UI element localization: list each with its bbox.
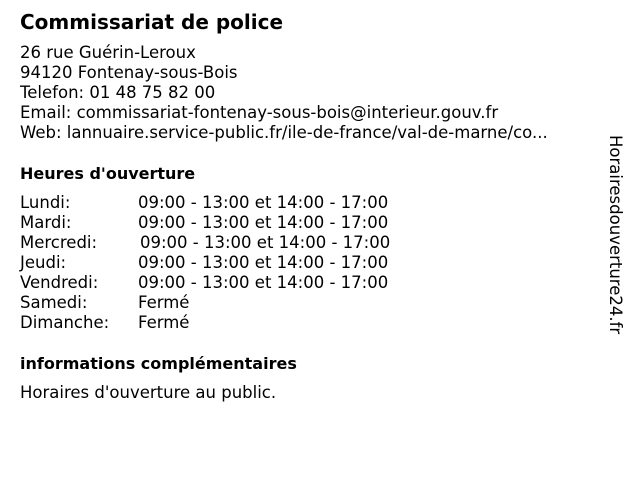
info-text: Horaires d'ouverture au public. bbox=[20, 383, 277, 402]
street-address: 26 rue Guérin-Leroux bbox=[20, 43, 196, 62]
hours-row bbox=[20, 193, 390, 213]
day-label: Mardi: bbox=[20, 213, 72, 232]
address-block bbox=[20, 43, 548, 143]
hours-row bbox=[20, 273, 390, 293]
day-label: Mercredi: bbox=[20, 233, 98, 252]
time-value: 09:00 - 13:00 et 14:00 - 17:00 bbox=[138, 193, 389, 212]
time-value: 09:00 - 13:00 et 14:00 - 17:00 bbox=[138, 273, 389, 292]
hours-row bbox=[20, 233, 390, 253]
time-value: Fermé bbox=[138, 313, 190, 332]
site-watermark: Horairesdouverture24.fr bbox=[606, 135, 625, 335]
page-title: Commissariat de police bbox=[20, 10, 284, 34]
day-label: Jeudi: bbox=[20, 253, 67, 272]
hours-heading: Heures d'ouverture bbox=[20, 164, 196, 183]
opening-hours-table bbox=[20, 193, 390, 333]
info-heading: informations complémentaires bbox=[20, 354, 297, 373]
hours-row bbox=[20, 253, 390, 273]
city-address: 94120 Fontenay-sous-Bois bbox=[20, 63, 238, 82]
time-value: 09:00 - 13:00 et 14:00 - 17:00 bbox=[138, 253, 389, 272]
time-value: Fermé bbox=[138, 293, 190, 312]
day-label: Samedi: bbox=[20, 293, 88, 312]
time-value: 09:00 - 13:00 et 14:00 - 17:00 bbox=[140, 233, 391, 252]
website-link[interactable]: Web: lannuaire.service-public.fr/ile-de-france/val-de-marne/co... bbox=[20, 123, 548, 142]
time-value: 09:00 - 13:00 et 14:00 - 17:00 bbox=[138, 213, 389, 232]
day-label: Vendredi: bbox=[20, 273, 99, 292]
day-label: Dimanche: bbox=[20, 313, 110, 332]
phone-number: Telefon: 01 48 75 82 00 bbox=[20, 83, 216, 102]
hours-row bbox=[20, 293, 390, 313]
day-label: Lundi: bbox=[20, 193, 71, 212]
hours-row bbox=[20, 213, 390, 233]
hours-row bbox=[20, 313, 390, 333]
email-address: Email: commissariat-fontenay-sous-bois@interieur.gouv.fr bbox=[20, 103, 499, 122]
